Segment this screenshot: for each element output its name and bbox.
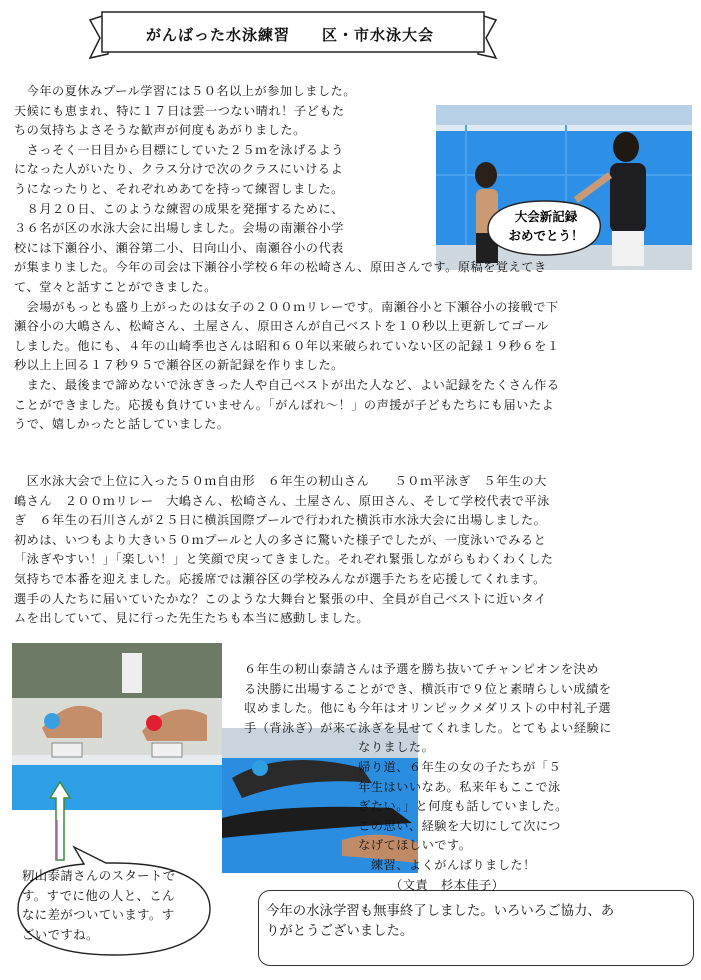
article-line: 初めは、いつもより大きい５０ｍプールと人の多さに驚いた様子でしたが、一度泳いでみると [14, 532, 547, 547]
article-line: ぎ ６年生の石川さんが２５日に横浜国際プールで行われた横浜市水泳大会に出場しました。 [14, 513, 547, 528]
caption-line: す。すでに他の人と、こん [22, 887, 175, 903]
article-line: ちの気持ちよさそうな歓声が何度もあがりました。 [14, 123, 306, 138]
closing-line: 今年の水泳学習も無事終了しました。いろいろご協力、あ [266, 904, 615, 919]
bubble-line: おめでとう！ [508, 228, 584, 243]
article-line: る決勝に出場することができ、横浜市で９位と素晴らしい成績を [244, 681, 612, 696]
article-line: 秒以上上回る１７秒９５で瀬谷区の新記録を作りました。 [14, 358, 344, 373]
article-line: 嶋さん ２００ｍリレー 大嶋さん、松崎さん、土屋さん、原田さん、そして学校代表で平泳 [14, 493, 550, 508]
article-line: 会場がもっとも盛り上がったのは女子の２００ｍリレーです。南瀬谷小と下瀬谷小の接戦で下 [14, 299, 559, 314]
article-line: 選手の人たちに届いていたかな？このような大舞台と緊張の中、全員が自己ベストに近いタイ [14, 591, 547, 606]
photo-race-start [12, 643, 222, 810]
article-line: 今年の夏休みプール学習には５０名以上が参加しました。 [14, 84, 356, 98]
article-paragraph-3 [244, 660, 694, 895]
article-line: 収めました。他にも今年はオリンピックメダリストの中村礼子選 [244, 701, 612, 716]
article-paragraph-2 [14, 472, 694, 629]
caption-line: ごいですね。 [22, 926, 99, 942]
photo-caption [22, 866, 208, 944]
article-line: 瀬谷小の大嶋さん、松崎さん、土屋さん、原田さんが自己ベストを１０秒以上更新してゴール [14, 319, 549, 334]
closing-line: りがとうございました。 [266, 923, 414, 939]
article-line: ３６名が区の水泳大会に出場しました。会場の南瀬谷小学 [14, 221, 344, 236]
article-line: 天候にも恵まれ、特に１７日は雲一つない晴れ！子どもた [14, 103, 345, 118]
bubble-line: 大会新記録 [514, 209, 578, 224]
article-line: ８月２０日、このような練習の成果を発揮するために、 [14, 201, 344, 216]
article-line: ことができました。応援も負けていません。「がんばれ〜！」の声援が子どもたちにも届いたよ [14, 397, 555, 412]
caption-line: なに差がついています。す [22, 907, 175, 923]
article-line: （文責 杉本佳子） [244, 877, 505, 892]
closing-note [266, 901, 688, 940]
article-line: ムを出していて、見に行った先生たちも本当に感動しました。 [14, 611, 370, 626]
article-line: 年生はいいなあ。私来年もここで泳 [244, 779, 561, 794]
article-line: 手（背泳ぎ）が来て泳ぎを見せてくれました。とてもよい経験に [244, 720, 612, 735]
article-line: 気持ちで本番を迎えました。応援席では瀬谷区の学校みんなが選手たちを応援してくれます。 [14, 571, 546, 586]
article-line: 練習、よくがんばりました！ [244, 857, 536, 872]
article-line: 区水泳大会で上位に入った５０ｍ自由形 ６年生の籾山さん ５０ｍ平泳ぎ ５年生の大 [14, 474, 547, 488]
article-line: ６年生の籾山泰請さんは予選を勝ち抜いてチャンピオンを決め [244, 662, 599, 676]
article-line: 校には下瀬谷小、瀬谷第二小、日向山小、南瀬谷小の代表 [14, 240, 344, 255]
article-line: て、堂々と話すことができました。 [14, 279, 217, 294]
article-line: ぎたい。」と何度も話していました。 [244, 799, 568, 814]
article-line: 帰り道、６年生の女の子たちが「５ [244, 759, 562, 774]
article-line: さっそく一日目から目標にしていた２５ｍを泳げるよう [14, 142, 344, 157]
article-line: が集まりました。今年の司会は下瀬谷小学校６年の松崎さん、原田さんです。原稿を覚えてき [14, 260, 547, 275]
article-paragraph-1 [14, 82, 694, 435]
article-line: になった人がいたり、クラス分けで次のクラスにいけるよ [14, 162, 344, 177]
page-title: がんばった水泳練習 区・市水泳大会 [145, 26, 434, 44]
article-line: うになったりと、それぞれめあてを持って練習しました。 [14, 181, 344, 196]
article-line: この思い、経験を大切にして次につ [244, 818, 561, 833]
caption-line: 籾山泰請さんのスタートで [22, 868, 176, 883]
article-line: しました。他にも、４年の山崎季也さんは昭和６０年以来破られていない区の記録１９秒６を１ [14, 338, 560, 353]
article-line: なりました。 [244, 740, 435, 755]
article-line: また、最後まで諦めないで泳ぎきった人や自己ベストが出た人など、よい記録をたくさん作る [14, 377, 560, 392]
article-line: 「泳ぎやすい！」「楽しい！」と笑顔で戻ってきました。それぞれ緊張しながらもわくわくした [14, 552, 554, 567]
article-line: うで、嬉しかったと話していました。 [14, 417, 230, 432]
article-line: なげてほしいです。 [244, 838, 472, 853]
